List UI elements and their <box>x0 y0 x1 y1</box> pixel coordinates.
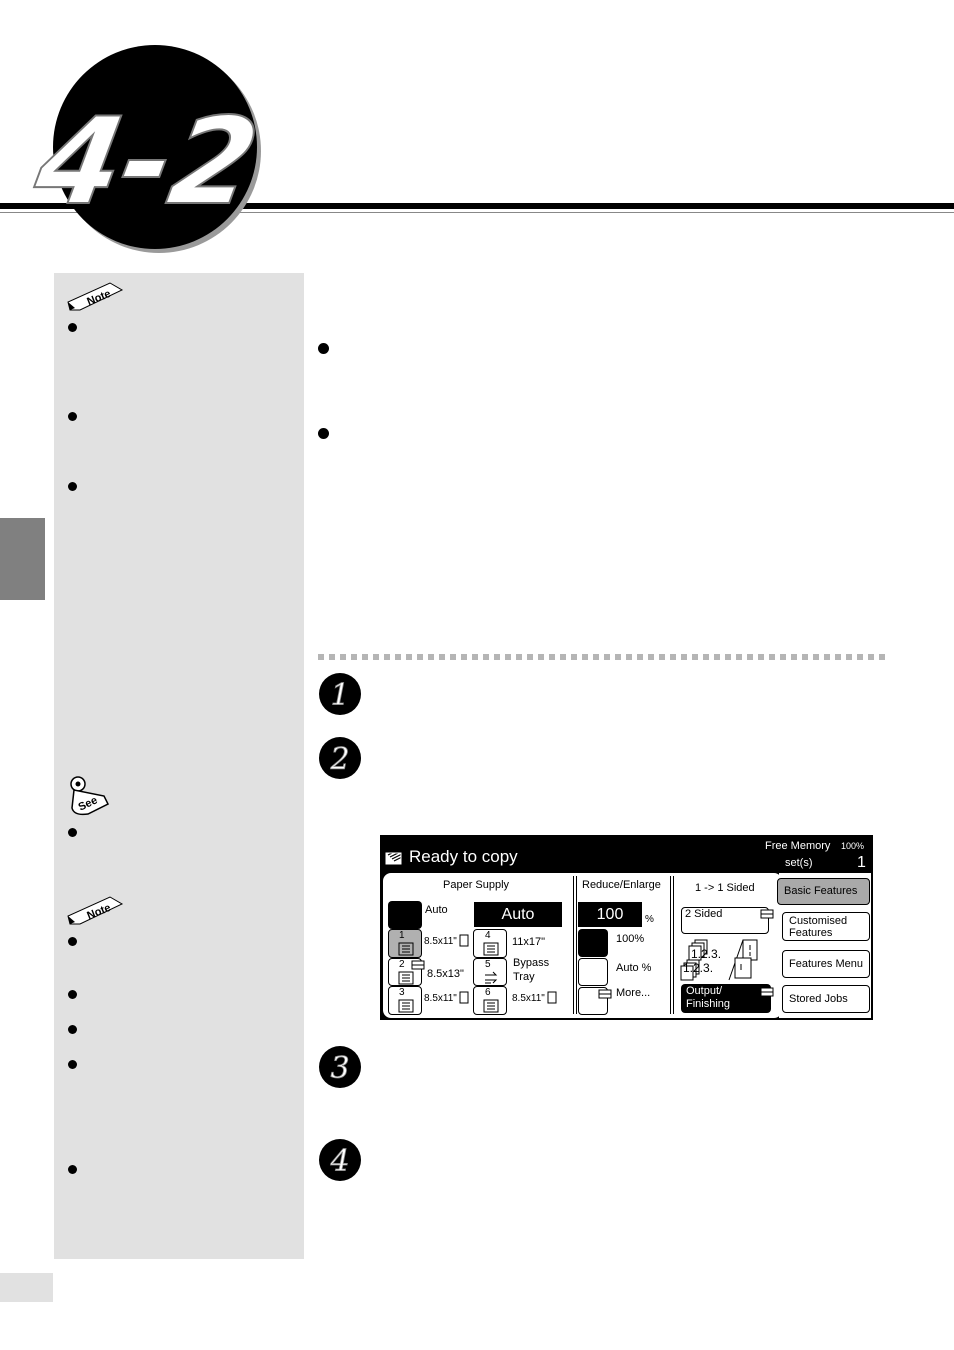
note-bullet <box>68 323 77 332</box>
paper-auto-button[interactable] <box>388 901 422 929</box>
note-bullet <box>68 937 77 946</box>
ratio-100-label: 100% <box>616 933 645 945</box>
duplex-illustration <box>679 936 761 984</box>
tab-customised-line2: Features <box>789 927 833 939</box>
tray-3-size: 8.5x11" <box>424 993 457 1004</box>
page-sequence-b: 1.2.3. <box>683 961 714 975</box>
see-label: See <box>76 794 100 814</box>
side-note-panel <box>54 273 304 1259</box>
svg-text:1: 1 <box>330 678 350 713</box>
tab-basic-features[interactable]: Basic Features <box>777 878 870 905</box>
landscape-orientation-icon <box>411 960 425 970</box>
paper-supply-heading: Paper Supply <box>443 879 510 891</box>
tray-1-button[interactable]: 1 <box>388 929 422 958</box>
tray-icon <box>398 971 414 985</box>
main-bullet <box>318 428 329 439</box>
tab-stored-jobs[interactable]: Stored Jobs <box>782 985 870 1013</box>
svg-text:3: 3 <box>330 1051 350 1086</box>
tray-5-label-line2: Tray <box>513 971 535 983</box>
chapter-badge <box>26 43 268 255</box>
step-3-marker <box>318 1045 362 1089</box>
tab-customised-line1: Customised <box>789 915 848 927</box>
note-bullet <box>68 990 77 999</box>
copier-screen <box>380 835 873 1020</box>
tray-icon <box>483 999 499 1013</box>
tray-3-button[interactable]: 3 <box>388 986 422 1015</box>
paper-auto-label: Auto <box>425 904 448 916</box>
svg-text:2: 2 <box>330 742 350 777</box>
more-menu-icon <box>598 989 612 999</box>
tray-5-label-line1: Bypass <box>513 957 550 969</box>
column-divider <box>673 876 674 1014</box>
output-finishing-line1: Output/ <box>686 985 723 997</box>
portrait-orientation-icon <box>547 991 557 1004</box>
ratio-more-label: More... <box>616 987 651 999</box>
reduce-enlarge-heading: Reduce/Enlarge <box>582 879 661 891</box>
tray-icon <box>398 999 414 1013</box>
paper-auto-display: Auto <box>474 902 562 927</box>
svg-text:4: 4 <box>330 1144 350 1179</box>
two-sided-menu-icon <box>760 909 774 919</box>
see-bullet <box>68 828 77 837</box>
tray-icon <box>398 942 414 956</box>
note-bullet <box>68 1165 77 1174</box>
tray-6-size: 8.5x11" <box>512 993 545 1004</box>
auto-percent-button[interactable] <box>578 958 608 986</box>
tab-customised-features[interactable] <box>782 912 870 941</box>
ratio-100-button[interactable] <box>578 929 608 957</box>
output-menu-icon <box>760 987 774 997</box>
output-finishing-line2: Finishing <box>686 998 731 1010</box>
note-bullet <box>68 482 77 491</box>
tray-2-button[interactable]: 2 <box>388 958 422 986</box>
note-bullet <box>68 1025 77 1034</box>
column-divider <box>576 876 577 1014</box>
tray-2-size: 8.5x13" <box>427 968 464 980</box>
tray-4-size: 11x17" <box>512 936 546 948</box>
copy-status-icon <box>385 847 405 865</box>
tray-5-bypass-button[interactable]: 5 <box>473 958 507 986</box>
free-memory-label: Free Memory <box>765 840 831 852</box>
note-pencil-icon <box>66 280 126 314</box>
auto-percent-label: Auto % <box>616 962 652 974</box>
page-sequence-a: 1.2.3. <box>691 947 722 961</box>
tray-icon <box>483 942 499 956</box>
note-label: Note <box>85 901 113 923</box>
step-2-marker <box>318 736 362 780</box>
main-bullet <box>318 343 329 354</box>
reduce-enlarge-value: 100 <box>578 902 642 927</box>
tab-features-menu[interactable]: Features Menu <box>782 950 870 978</box>
chapter-side-tab <box>0 518 45 600</box>
reduce-enlarge-unit: % <box>645 914 654 925</box>
page-number-box <box>0 1273 53 1302</box>
tray-6-button[interactable]: 6 <box>473 986 507 1015</box>
two-sided-label: 2 Sided <box>685 908 723 920</box>
bypass-tray-icon <box>483 971 499 985</box>
section-divider <box>318 654 886 660</box>
sided-heading: 1 -> 1 Sided <box>695 882 755 894</box>
sets-label: set(s) <box>785 857 813 869</box>
column-divider <box>670 876 671 1014</box>
note-bullet <box>68 412 77 421</box>
step-4-marker <box>318 1138 362 1182</box>
chapter-number: 4-2 <box>26 91 268 232</box>
tray-4-button[interactable]: 4 <box>473 929 507 958</box>
status-title: Ready to copy <box>409 847 518 866</box>
column-divider <box>573 876 574 1014</box>
portrait-orientation-icon <box>459 934 469 947</box>
note-bullet <box>68 1060 77 1069</box>
step-1-marker <box>318 672 362 716</box>
note-pencil-icon <box>66 894 126 928</box>
sets-value: 1 <box>857 854 866 871</box>
note-label: Note <box>85 287 113 309</box>
see-pin-icon <box>66 774 112 820</box>
free-memory-value: 100% <box>841 841 865 851</box>
tray-1-size: 8.5x11" <box>424 936 457 947</box>
portrait-orientation-icon <box>459 991 469 1004</box>
